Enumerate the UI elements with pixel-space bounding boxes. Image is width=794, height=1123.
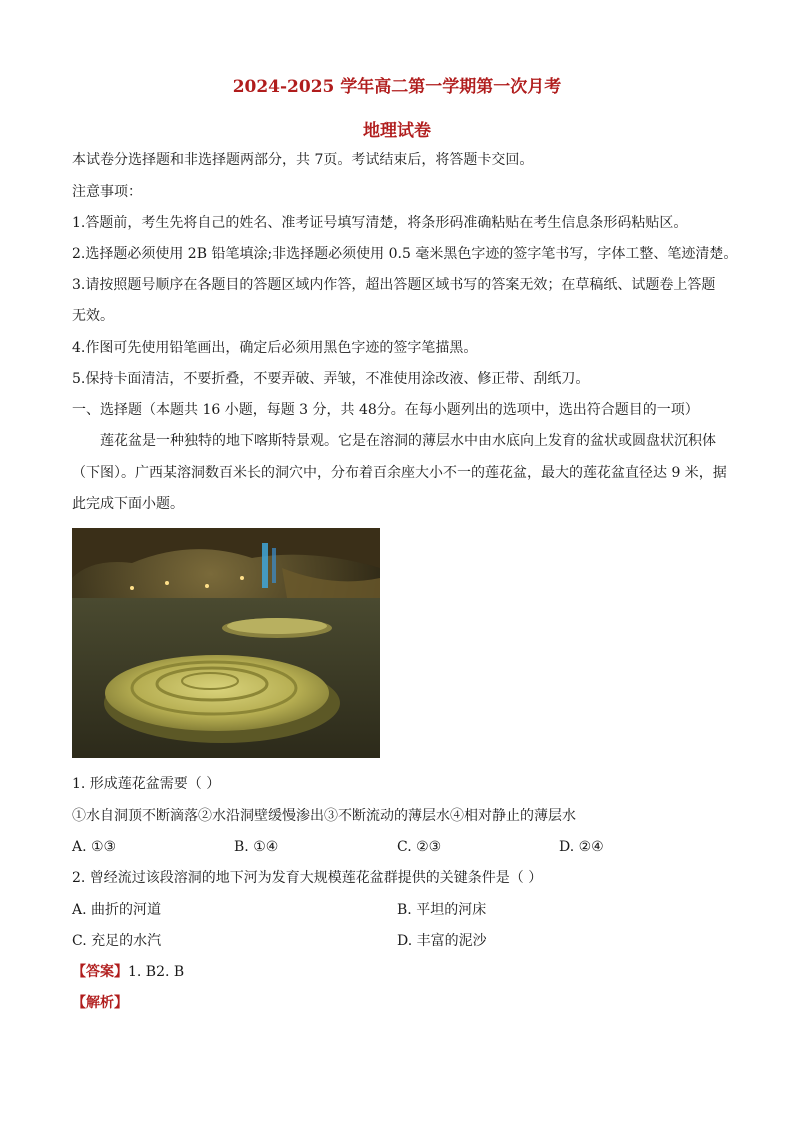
q1-option-a: A. ①③ [72, 839, 117, 855]
note-item: 无效。 [72, 308, 114, 324]
notes-heading: 注意事项： [72, 184, 142, 200]
note-item: 5.保持卡面清洁，不要折叠，不要弄破、弄皱，不准使用涂改液、修正带、刮纸刀。 [72, 371, 590, 387]
question-2-stem: 2. 曾经流过该段溶洞的地下河为发育大规模莲花盆群提供的关键条件是（ ） [72, 870, 543, 886]
intro-text: 本试卷分选择题和非选择题两部分，共 7页。考试结束后，将答题卡交回。 [72, 152, 534, 168]
q2-option-c: C. 充足的水汽 [72, 933, 162, 949]
question-1-stem: 1. 形成莲花盆需要（ ） [72, 776, 221, 792]
note-item: 1.答题前，考生先将自己的姓名、准考证号填写清楚，将条形码准确粘贴在考生信息条形码粘贴区。 [72, 215, 688, 231]
q1-option-d: D. ②④ [559, 839, 604, 855]
answer-text: 1. B2. B [128, 964, 185, 980]
analysis-line [72, 993, 722, 1013]
q1-option-b: B. ①④ [234, 839, 279, 855]
q2-option-d: D. 丰富的泥沙 [397, 933, 487, 949]
answer-label: 【答案】 [72, 964, 128, 980]
passage-line: 莲花盆是一种独特的地下喀斯特景观。它是在溶洞的薄层水中由水底向上发育的盆状或圆盘状沉积体 [100, 433, 716, 449]
exam-subtitle: 地理试卷 [363, 121, 431, 141]
q2-option-a: A. 曲折的河道 [72, 902, 162, 918]
section-heading: 一、选择题（本题共 16 小题，每题 3 分，共 48分。在每小题列出的选项中，选出符合题目的一项） [72, 402, 699, 418]
passage-line: 此完成下面小题。 [72, 496, 184, 512]
question-1-conditions: ①水自洞顶不断滴落②水沿洞壁缓慢渗出③不断流动的薄层水④相对静止的薄层水 [72, 808, 576, 824]
exam-title: 2024-2025 学年高二第一学期第一次月考 [232, 77, 562, 97]
q1-option-c: C. ②③ [397, 839, 442, 855]
lotus-basin-cave-photo [72, 528, 380, 758]
q2-option-b: B. 平坦的河床 [397, 902, 487, 918]
analysis-label: 【解析】 [72, 995, 128, 1011]
note-item: 2.选择题必须使用 2B 铅笔填涂;非选择题必须使用 0.5 毫米黑色字迹的签字笔书写，字体工整、笔迹清楚。 [72, 246, 738, 262]
passage-line: （下图）。广西某溶洞数百米长的洞穴中，分布着百余座大小不一的莲花盆，最大的莲花盆直径达 9 米，据 [72, 465, 727, 481]
note-item: 3.请按照题号顺序在各题目的答题区域内作答，超出答题区域书写的答案无效；在草稿纸、试题卷上答题 [72, 277, 716, 293]
answer-line [72, 962, 722, 982]
note-item: 4.作图可先使用铅笔画出，确定后必须用黑色字迹的签字笔描黑。 [72, 340, 478, 356]
